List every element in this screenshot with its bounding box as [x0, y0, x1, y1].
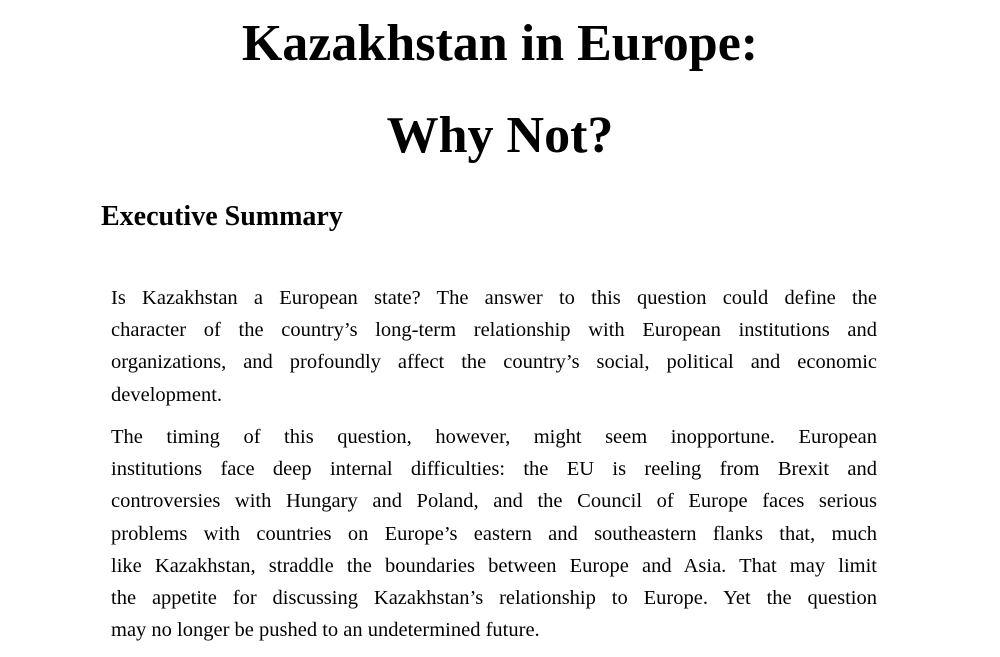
paragraph-line: development. [111, 383, 223, 406]
document-title-line-2: Why Not? [386, 107, 614, 164]
paragraph-line: character of the country’s long-term relationship with European institutions and [111, 319, 877, 342]
paragraph-2 [111, 421, 877, 646]
paragraph-line: controversies with Hungary and Poland, and the Council of Europe faces serious [111, 490, 877, 513]
paragraph-line: the appetite for discussing Kazakhstan’s relationship to Europe. Yet the question [111, 587, 877, 610]
paragraph-line: problems with countries on Europe’s eastern and southeastern flanks that, much [111, 522, 877, 545]
paragraph-line: institutions face deep internal difficulties: the EU is reeling from Brexit and [111, 458, 877, 481]
paragraph-line: The timing of this question, however, might seem inopportune. European [111, 426, 877, 448]
paragraph-line: Is Kazakhstan a European state? The answer to this question could define the [111, 287, 877, 309]
paragraph-line: may no longer be pushed to an undetermined future. [111, 619, 540, 642]
paragraph-line: organizations, and profoundly affect the country’s social, political and economic [111, 351, 877, 374]
paragraph-line: like Kazakhstan, straddle the boundaries between Europe and Asia. That may limit [111, 554, 877, 577]
document-title-line-1: Kazakhstan in Europe: [241, 15, 759, 72]
section-heading: Executive Summary [101, 201, 343, 232]
paragraph-1 [111, 282, 877, 411]
